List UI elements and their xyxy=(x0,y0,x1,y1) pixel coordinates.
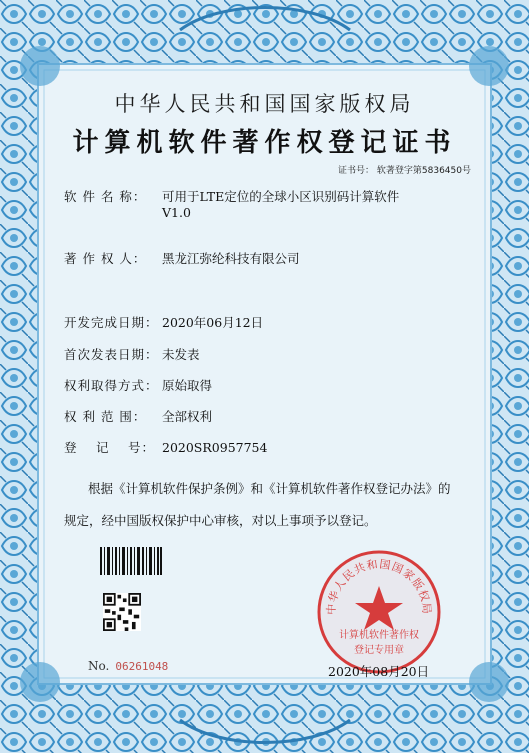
serial-prefix: No. xyxy=(88,659,110,673)
certificate-number xyxy=(338,163,471,176)
field-value: 2020SR0957754 xyxy=(162,440,268,455)
field-label: 登 记 号： xyxy=(64,440,155,455)
body-text-line-2: 规定，经中国版权保护中心审核，对以上事项予以登记。 xyxy=(64,513,377,528)
field-publication-date xyxy=(64,345,200,363)
field-copyright-owner xyxy=(64,249,300,267)
field-registration-number xyxy=(64,438,267,456)
official-seal xyxy=(315,548,443,676)
field-rights-scope xyxy=(64,407,212,425)
field-label: 权 利 范 围： xyxy=(64,409,147,424)
barcode-icon xyxy=(100,547,162,575)
body-text-line-1: 根据《计算机软件保护条例》和《计算机软件著作权登记办法》的 xyxy=(88,481,451,496)
seal-inner-line-1: 计算机软件著作权 xyxy=(339,630,419,641)
field-value: 可用于LTE定位的全球小区识别码计算软件 xyxy=(162,189,400,204)
qr-code-icon xyxy=(103,593,141,631)
field-label: 开发完成日期： xyxy=(64,315,159,330)
seal-ring-text: 中华人民共和国国家版权局 xyxy=(324,557,434,616)
issuer-title: 中华人民共和国国家版权局 xyxy=(114,92,415,116)
field-value: 黑龙江弥纶科技有限公司 xyxy=(162,251,300,266)
field-value: 未发表 xyxy=(162,347,200,362)
field-completion-date xyxy=(64,313,263,331)
certificate-number-value: 软著登字第5836450号 xyxy=(376,166,471,176)
serial-value: 06261048 xyxy=(115,660,169,673)
field-acquisition-method xyxy=(64,376,212,394)
field-value: 全部权利 xyxy=(162,409,213,424)
field-value: 原始取得 xyxy=(162,378,213,393)
field-value-version: V1.0 xyxy=(162,205,191,220)
certificate-title: 计算机软件著作权登记证书 xyxy=(72,128,457,158)
issue-date: 2020年08月20日 xyxy=(328,664,430,679)
seal-inner-line-2: 登记专用章 xyxy=(354,645,404,656)
serial-number xyxy=(88,659,168,673)
field-software-version xyxy=(64,205,191,220)
field-value: 2020年06月12日 xyxy=(162,315,264,330)
certificate-number-label: 证书号： xyxy=(338,166,375,176)
field-label: 权利取得方式： xyxy=(64,378,159,393)
field-label: 著 作 权 人： xyxy=(64,251,147,266)
field-software-name xyxy=(64,187,399,205)
field-label: 软 件 名 称： xyxy=(64,189,147,204)
field-label: 首次发表日期： xyxy=(64,347,159,362)
